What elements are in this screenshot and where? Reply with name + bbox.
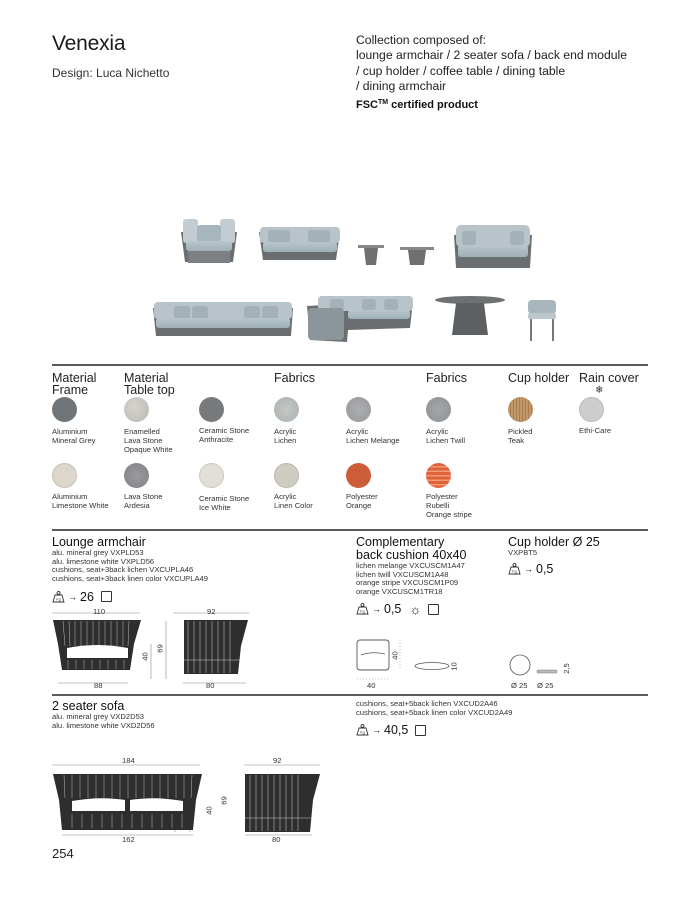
divider [52, 694, 648, 696]
product-code: VXPBT5 [508, 548, 538, 557]
product-title: 2 seater sofa [52, 699, 125, 713]
arrow-icon: → [372, 725, 381, 736]
swatch-acrylic-linen-color: Acrylic Linen Color [274, 463, 313, 511]
header-material-frame: Material Frame [52, 371, 97, 397]
sofa-section [52, 700, 342, 730]
swatch-aluminium-mineral-grey: Aluminium Mineral Grey [52, 397, 95, 446]
sofa-drawing [50, 760, 340, 840]
collection-line: / dining armchair [356, 78, 447, 93]
weight-kg-icon [52, 591, 65, 603]
swatch-acrylic-lichen-twill: Acrylic Lichen Twill [426, 397, 465, 446]
cushion-codes: cushions, seat+5back lichen VXCUD2A46 cushions, seat+5back linen color VXCUD2A49 [356, 699, 513, 717]
weight-info [508, 562, 658, 576]
coffee-table-small-image [358, 245, 384, 265]
swatch-polyester-orange: Polyester Orange [346, 463, 378, 511]
header-fabrics: Fabrics [274, 371, 315, 385]
dim-sofa-width: 184 [122, 756, 135, 765]
back-cushion-section [356, 536, 506, 617]
dining-armchair-image [528, 300, 556, 341]
dim-total-height: 69 [155, 644, 165, 653]
swatch-acrylic-lichen-melange: Acrylic Lichen Melange [346, 397, 400, 446]
lounge-armchair-drawing [48, 604, 338, 694]
swatch-ceramic-stone-ice-white: Ceramic Stone Ice White [199, 463, 249, 513]
two-seater-sofa-image [259, 227, 340, 260]
dim-width: 110 [93, 607, 106, 616]
swatch-ethi-care: Ethi-Care [579, 397, 611, 436]
arrow-icon: → [68, 591, 77, 602]
dim-cushion-thickness: 10 [449, 662, 459, 671]
packaging-box-icon [415, 725, 426, 736]
header-cup-holder: Cup holder [508, 371, 570, 385]
arrow-icon: → [524, 563, 533, 574]
product-gallery [0, 0, 700, 360]
lounge-armchair-section [52, 536, 342, 604]
product-codes: alu. mineral grey VXPLD53 alu. limestone white VXPLD56 cushions, seat+3back lichen VXCUPLA46 cushions, seat+3back linen color VXCUPLA49 [52, 548, 208, 584]
product-codes: lichen melange VXCUSCM1A47 lichen twill VXCUSCM1A48 orange stripe VXCUSCM1P09 orange VXCUSCM1TR18 [356, 561, 465, 597]
packaging-box-icon [101, 591, 112, 602]
svg-text:Kg: Kg [512, 569, 517, 574]
coffee-table-large-image [400, 247, 434, 265]
sofa-cushions-section [356, 700, 606, 737]
dim-base: 88 [94, 681, 103, 690]
dim-sofa-total-height: 69 [219, 796, 229, 805]
dim-sofa-side-base: 80 [272, 835, 281, 844]
product-title: Lounge armchair [52, 535, 146, 549]
collection-line: Collection composed of: [356, 33, 487, 47]
collection-line: lounge armchair / 2 seater sofa / back end module [356, 48, 627, 63]
dim-sofa-seat-height: 40 [204, 806, 214, 815]
header-material-table-top: Material Table top [124, 371, 175, 397]
dim-cup-diameter-side: Ø 25 [537, 681, 554, 690]
header-rain-cover: Rain cover [579, 371, 639, 385]
back-end-module-image [454, 225, 532, 268]
weight-value: 26 [80, 589, 94, 604]
swatch-polyester-rubelli-orange-stripe: Polyester Rubelli Orange stripe [426, 463, 472, 519]
weight-info [52, 590, 342, 604]
page-number: 254 [52, 846, 74, 861]
weight-kg-icon [356, 724, 369, 736]
fsc-certification: FSC™ certified product [356, 99, 478, 111]
weight-kg-icon [508, 563, 521, 575]
sun-icon: ☼ [409, 601, 422, 617]
dim-side-base: 80 [206, 681, 215, 690]
swatch-lava-stone-ardesia: Lava Stone Ardesia [124, 463, 162, 511]
product-title: Complementary back cushion 40x40 [356, 535, 467, 562]
dim-sofa-depth: 92 [273, 756, 282, 765]
product-title: Cup holder Ø 25 [508, 535, 600, 549]
designer-credit: Design: Luca Nichetto [52, 66, 170, 80]
weight-value: 40,5 [384, 723, 409, 738]
header-fabrics-2: Fabrics [426, 371, 467, 385]
cup-holder-section [508, 536, 658, 576]
swatch-acrylic-lichen: Acrylic Lichen [274, 397, 299, 446]
weight-value: 0,5 [536, 561, 554, 576]
weight-value: 0,5 [384, 602, 402, 617]
dim-sofa-base: 162 [122, 835, 135, 844]
dim-cup-height: 2,5 [561, 663, 571, 674]
product-codes: alu. mineral grey VXD2D53 alu. limestone white VXD2D56 [52, 712, 155, 730]
swatch-aluminium-limestone-white: Aluminium Limestone White [52, 463, 109, 511]
dim-seat-height: 40 [140, 652, 150, 661]
cup-holder-drawing [505, 650, 585, 685]
swatch-ceramic-stone-anthracite: Ceramic Stone Anthracite [199, 397, 249, 445]
svg-text:Kg: Kg [360, 609, 365, 614]
weight-info [356, 602, 506, 617]
dim-cushion-height: 40 [390, 651, 400, 660]
modular-sofa-image [153, 302, 293, 336]
dim-cup-diameter-top: Ø 25 [511, 681, 528, 690]
weight-info [356, 723, 606, 737]
svg-text:Kg: Kg [360, 730, 365, 735]
weight-kg-icon [356, 603, 369, 615]
dim-cushion-width: 40 [367, 681, 376, 690]
lounge-armchair-image [181, 219, 237, 263]
packaging-box-icon [428, 604, 439, 615]
swatch-enamelled-lava-stone: Enamelled Lava Stone Opaque White [124, 397, 173, 454]
dining-table-image [435, 296, 505, 335]
corner-sofa-image [307, 296, 413, 342]
swatch-pickled-teak: Pickled Teak [508, 397, 533, 446]
page-title: Venexia [52, 32, 126, 55]
snowflake-icon: ❄ [595, 385, 604, 396]
divider [52, 364, 648, 366]
svg-text:Kg: Kg [56, 597, 61, 602]
dim-depth: 92 [207, 607, 216, 616]
collection-line: / cup holder / coffee table / dining table [356, 63, 566, 78]
arrow-icon: → [372, 604, 381, 615]
divider [52, 529, 648, 531]
